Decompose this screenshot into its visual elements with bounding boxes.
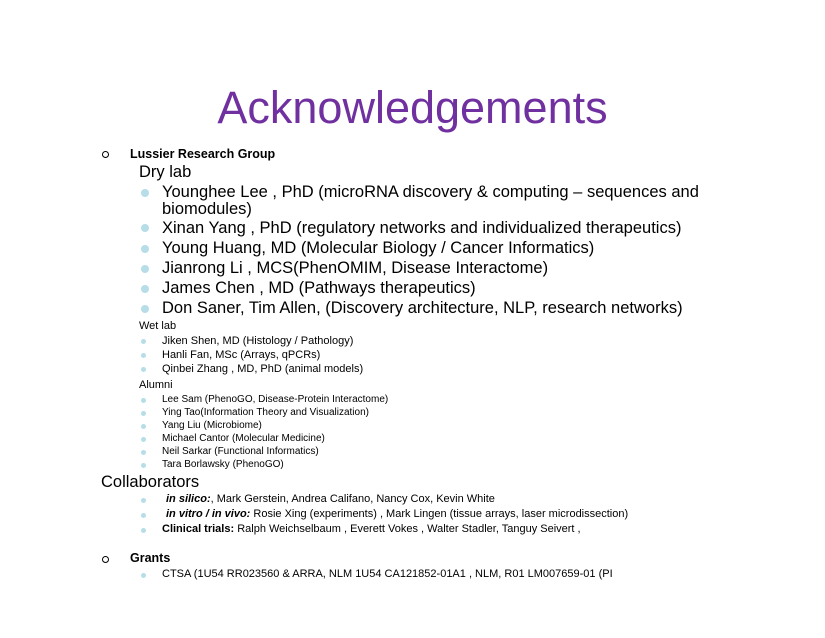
bullet-dot-icon: [141, 353, 146, 358]
bullet-dot-icon: [141, 305, 149, 313]
bullet-dot-icon: [141, 424, 146, 429]
alumni-member: Neil Sarkar (Functional Informatics): [162, 446, 319, 457]
collaborator-lead: Clinical trials:: [162, 523, 235, 535]
dry-lab-member: Xinan Yang , PhD (regulatory networks and individualized therapeutics): [162, 219, 682, 237]
alumni-member: Tara Borlawsky (PhenoGO): [162, 459, 284, 470]
bullet-dot-icon: [141, 224, 149, 232]
collaborator-item: [162, 523, 581, 535]
grants-heading: Grants: [130, 551, 171, 565]
dry-lab-member: Young Huang, MD (Molecular Biology / Cancer Informatics): [162, 239, 595, 257]
bullet-dot-icon: [141, 573, 146, 578]
bullet-dot-icon: [141, 265, 149, 273]
collaborators-label: Collaborators: [101, 473, 200, 491]
collaborator-names: Ralph Weichselbaum , Everett Vokes , Walter Stadler, Tanguy Seivert ,: [234, 523, 581, 535]
bullet-dot-icon: [141, 437, 146, 442]
collaborator-lead: in vitro / in vivo:: [166, 508, 251, 520]
bullet-dot-icon: [141, 513, 146, 518]
dry-lab-member: Younghee Lee , PhD (microRNA discovery & computing – sequences and: [162, 183, 699, 201]
wet-lab-member: Jiken Shen, MD (Histology / Pathology): [162, 335, 354, 347]
alumni-member: Michael Cantor (Molecular Medicine): [162, 433, 325, 444]
group-heading: Lussier Research Group: [130, 147, 276, 161]
collaborator-item: [166, 508, 628, 520]
bullet-dot-icon: [141, 463, 146, 468]
bullet-dot-icon: [141, 367, 146, 372]
bullet-dot-icon: [141, 398, 146, 403]
collaborator-names: Rosie Xing (experiments) , Mark Lingen (tissue arrays, laser microdissection): [250, 508, 629, 520]
dry-lab-member: Don Saner, Tim Allen, (Discovery architecture, NLP, research networks): [162, 299, 683, 317]
bullet-dot-icon: [141, 498, 146, 503]
bullet-dot-icon: [141, 245, 149, 253]
collaborator-item: [166, 493, 495, 505]
bullet-dot-icon: [141, 411, 146, 416]
ring-bullet-icon: [102, 151, 109, 158]
dry-lab-member: James Chen , MD (Pathways therapeutics): [162, 279, 476, 297]
alumni-member: Lee Sam (PhenoGO, Disease-Protein Interactome): [162, 394, 389, 405]
bullet-dot-icon: [141, 450, 146, 455]
bullet-dot-icon: [141, 285, 149, 293]
wet-lab-member: Hanli Fan, MSc (Arrays, qPCRs): [162, 349, 321, 361]
collaborator-names: , Mark Gerstein, Andrea Califano, Nancy Cox, Kevin White: [210, 493, 495, 505]
wet-lab-label: Wet lab: [139, 320, 177, 332]
wet-lab-member: Qinbei Zhang , MD, PhD (animal models): [162, 363, 364, 375]
dry-lab-member: Jianrong Li , MCS(PhenOMIM, Disease Interactome): [162, 259, 549, 277]
slide-title: Acknowledgements: [217, 82, 608, 133]
grant-item: CTSA (1U54 RR023560 & ARRA, NLM 1U54 CA121852-01A1 , NLM, R01 LM007659-01 (PI: [162, 568, 613, 580]
alumni-member: Yang Liu (Microbiome): [162, 420, 262, 431]
bullet-dot-icon: [141, 189, 149, 197]
collaborator-lead: in silico:: [166, 493, 211, 505]
dry-lab-member-continued: biomodules): [162, 200, 252, 218]
alumni-member: Ying Tao(Information Theory and Visualization): [162, 407, 369, 418]
dry-lab-label: Dry lab: [139, 163, 192, 181]
alumni-label: Alumni: [139, 379, 173, 391]
bullet-dot-icon: [141, 528, 146, 533]
ring-bullet-icon: [102, 556, 109, 563]
bullet-dot-icon: [141, 339, 146, 344]
